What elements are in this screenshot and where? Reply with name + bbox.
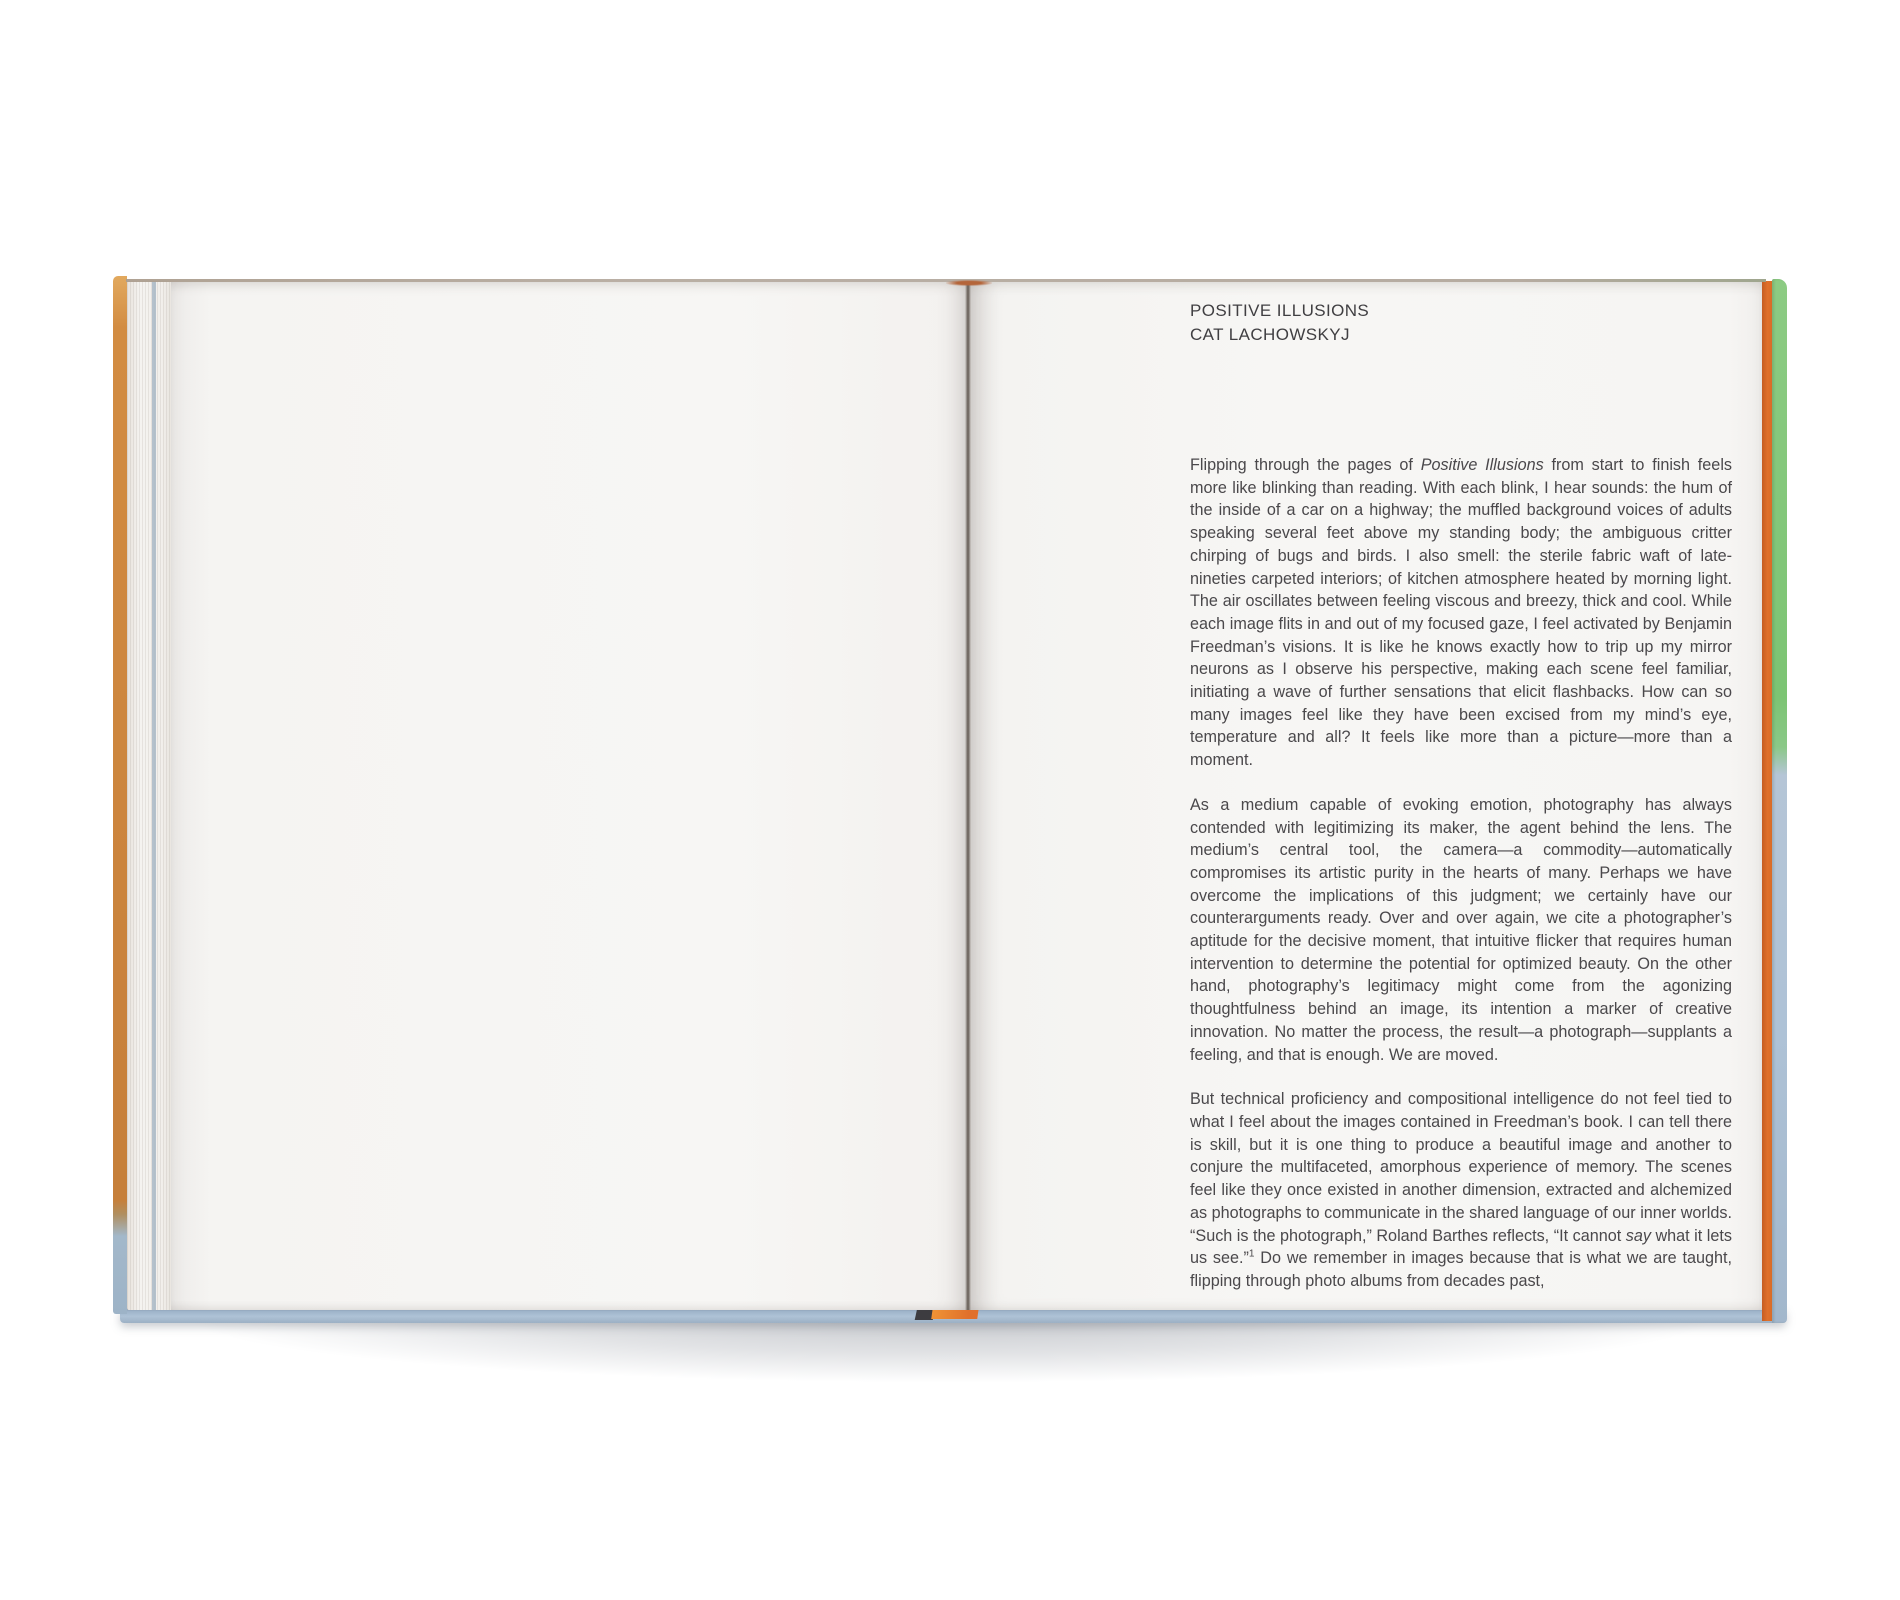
essay-text	[1190, 454, 1732, 1315]
essay-header	[1190, 299, 1369, 347]
book-right-cover-edge	[1772, 279, 1787, 1323]
book-left-cover-edge	[113, 276, 127, 1314]
book-gutter-line	[965, 282, 971, 1310]
fore-edge-blue-line	[152, 281, 156, 1310]
spine-top-smudge	[946, 280, 992, 286]
book-drop-shadow	[118, 1316, 1786, 1406]
left-page	[171, 282, 967, 1310]
right-page	[967, 282, 1762, 1310]
essay-author: CAT LACHOWSKYJ	[1190, 325, 1350, 344]
essay-paragraph: Flipping through the pages of Positive Illusions from start to finish feels more like blinking than reading. With each blink, I hear sounds: the hum of the inside of a car on a highway; the muffled background voices of adults speaking several feet above my standing body; the ambiguous critter chirping of bugs and birds. I also smell: the sterile fabric waft of late-nineties carpeted interiors; of kitchen atmosphere heated by morning light. The air oscillates between feeling viscous and breezy, thick and cool. While each image flits in and out of my focused gaze, I feel activated by Benjamin Freedman’s visions. It is like he knows exactly how to trip up my mirror neurons as I observe his perspective, making each scene feel familiar, initiating a wave of further sensations that elicit flashbacks. How can so many images feel like they have been excised from my mind’s eye, temperature and all? It feels like more than a picture—more than a moment.	[1190, 456, 1733, 770]
essay-paragraph: As a medium capable of evoking emotion, photography has always contended with legitimizing its maker, the agent behind the lens. The medium’s central tool, the camera—a commodity—automatically compromises its artistic purity in the hearts of many. Perhaps we have overcome the implications of this judgment; we certainly have our counterarguments ready. Over and over again, we cite a photographer’s aptitude for the decisive moment, that intuitive flicker that requires human intervention to determine the potential for optimized beauty. On the other hand, photography’s legitimacy might come from the agonizing thoughtfulness behind an image, its intention a marker of creative innovation. No matter the process, the result—a photograph—supplants a feeling, and that is enough. We are moved.	[1190, 795, 1732, 1064]
essay-paragraph: But technical proficiency and compositional intelligence do not feel tied to what I feel about the images contained in Freedman’s book. I can tell there is skill, but it is one thing to produce a beautiful image and another to conjure the multifaceted, amorphous experience of memory. The scenes feel like they once existed in another dimension, extracted and alchemized as photographs to communicate in the shared language of our inner worlds. “Such is the photograph,” Roland Barthes reflects, “It cannot say what it lets us see.”$^1$ Do we remember in images because that is what we are taught, flipping through photo albums from decades past,	[1190, 1090, 1732, 1290]
right-page-block-fore-edge	[1762, 281, 1772, 1321]
left-page-stack-fore-edge	[127, 281, 171, 1310]
essay-title: POSITIVE ILLUSIONS	[1190, 301, 1370, 320]
